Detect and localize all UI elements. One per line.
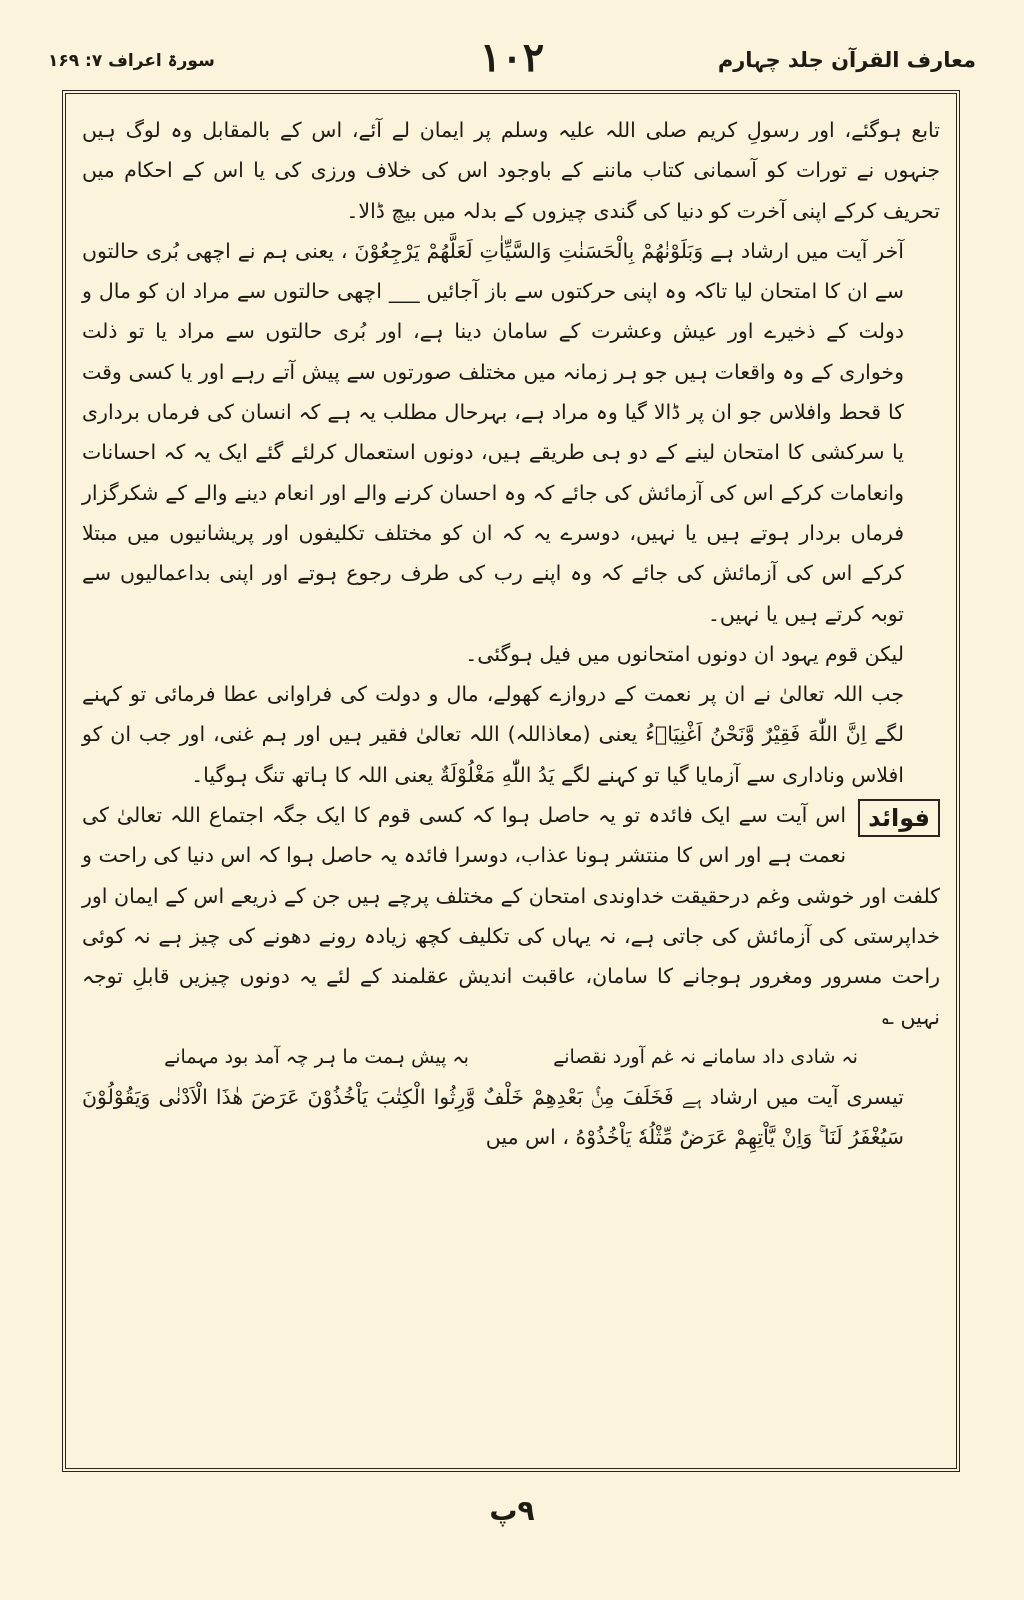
signature-mark: ۹پ [489,1494,535,1527]
book-title: معارف القرآن جلد چہارم [717,48,976,72]
paragraph-4: جب اللہ تعالیٰ نے ان پر نعمت کے دروازے کھولے، مال و دولت کی فراوانی عطا فرمائی تو کہنے لگے اِنَّ اللّٰهَ فَقِيْرٌ وَّنَحْنُ اَغْنِيَاۗءُ یعنی (معاذاللہ) اللہ تعالیٰ فقیر ہیں اور ہم غنی، اور جب ان کو افلاس وناداری سے آزمایا گیا تو کہنے لگے يَدُ اللّٰهِ مَغْلُوْلَةٌ یعنی اللہ کا ہاتھ تنگ ہوگیا۔ [82,682,904,787]
text-frame [62,90,960,1472]
paragraph-2: آخر آیت میں ارشاد ہے وَبَلَوْنٰهُمْ بِالْحَسَنٰتِ وَالسَّيِّاٰتِ لَعَلَّهُمْ يَرْجِعُوْنَ ، یعنی ہم نے اچھی بُری حالتوں سے ان کا امتحان لیا تاکہ وہ اپنی حرکتوں سے باز آجائیں ___ اچھی حالتوں سے مراد ان کو مال و دولت کے ذخیرے اور عیش وعشرت کے سامان دینا ہے، اور بُری حالتوں سے مراد یا تو ذلت وخواری کے وہ واقعات ہیں جو ہر زمانہ میں مختلف صورتوں سے پیش آتے رہے اور یا کسی وقت کا قحط وافلاس جو ان پر ڈالا گیا وہ مراد ہے، بہرحال مطلب یہ ہے کہ انسان کی فرماں برداری یا سرکشی کا امتحان لینے کے دو ہی طریقے ہیں، دونوں استعمال کرلئے گئے ایک یہ کہ احسانات وانعامات کرکے اس کی آزمائش کی جائے کہ وہ احسان کرنے والے اور انعام دینے والے کے شکرگزار فرماں بردار ہوتے ہیں یا نہیں، دوسرے یہ کہ ان کو مختلف تکلیفوں اور پریشانیوں میں مبتلا کرکے اس کی آزمائش کی جائے کہ وہ اپنے رب کی طرف رجوع ہوتے اور اپنی بداعمالیوں سے توبہ کرتے ہیں یا نہیں۔ [82,238,904,626]
fawaid-text: اس آیت سے ایک فائدہ تو یہ حاصل ہوا کہ کسی قوم کا ایک جگہ اجتماع اللہ تعالیٰ کی نعمت ہے اور اس کا منتشر ہونا عذاب، دوسرا فائدہ یہ حاصل ہوا کہ اس دنیا کی راحت و کلفت اور خوشی وغم درحقیقت خداوندی امتحان کے مختلف پرچے ہیں جن کے ذریعے اس کے ایمان اور خداپرستی کی آزمائش کی جاتی ہے، نہ یہاں کی تکلیف کچھ زیادہ رونے دھونے کی چیز ہے نہ کوئی راحت مسرور ومغرور ہوجانے کا سامان، عاقبت اندیش عقلمند کے لئے یہ دونوں چیزیں قابلِ توجہ نہیں ؎ [82,803,941,1029]
running-header [48,34,976,90]
persian-couplet [82,1037,940,1077]
body-text [82,110,940,1037]
fawaid-label: فوائد [858,799,940,837]
paragraph-1: تابع ہوگئے، اور رسولِ کریم صلی اللہ علیہ وسلم پر ایمان لے آئے، اس کے بالمقابل وہ لوگ ہیں جنہوں نے تورات کو آسمانی کتاب ماننے کے باوجود اس کی خلاف ورزی کی یا اس کے احکام میں تحریف کرکے اپنی آخرت کو دنیا کی گندی چیزوں کے بدلہ میں بیچ ڈالا۔ [82,118,940,223]
couplet-second-line: بہ پیش ہمت ما ہر چہ آمد بود مہمانے [164,1045,469,1068]
fawaid-section [82,795,940,1037]
surah-reference: سورۃ اعراف ۷: ۱۶۹ [48,51,215,71]
closing-paragraph: تیسری آیت میں ارشاد ہے فَخَلَفَ مِنْۢ بَعْدِهِمْ خَلْفٌ وَّرِثُوا الْكِتٰبَ يَاْخُذُوْنَ عَرَضَ هٰذَا الْاَدْنٰى وَيَقُوْلُوْنَ سَيُغْفَرُ لَنَا ۚ وَاِنْ يَّاْتِهِمْ عَرَضٌ مِّثْلُهٗ يَاْخُذُوْهُ ، اس میں [82,1084,904,1150]
couplet-first-line: نہ شادی داد سامانے نہ غم آورد نقصانے [553,1045,858,1068]
paragraph-3: لیکن قوم یہود ان دونوں امتحانوں میں فیل ہوگئی۔ [465,641,904,666]
page-number: ۱۰۲ [479,34,545,81]
